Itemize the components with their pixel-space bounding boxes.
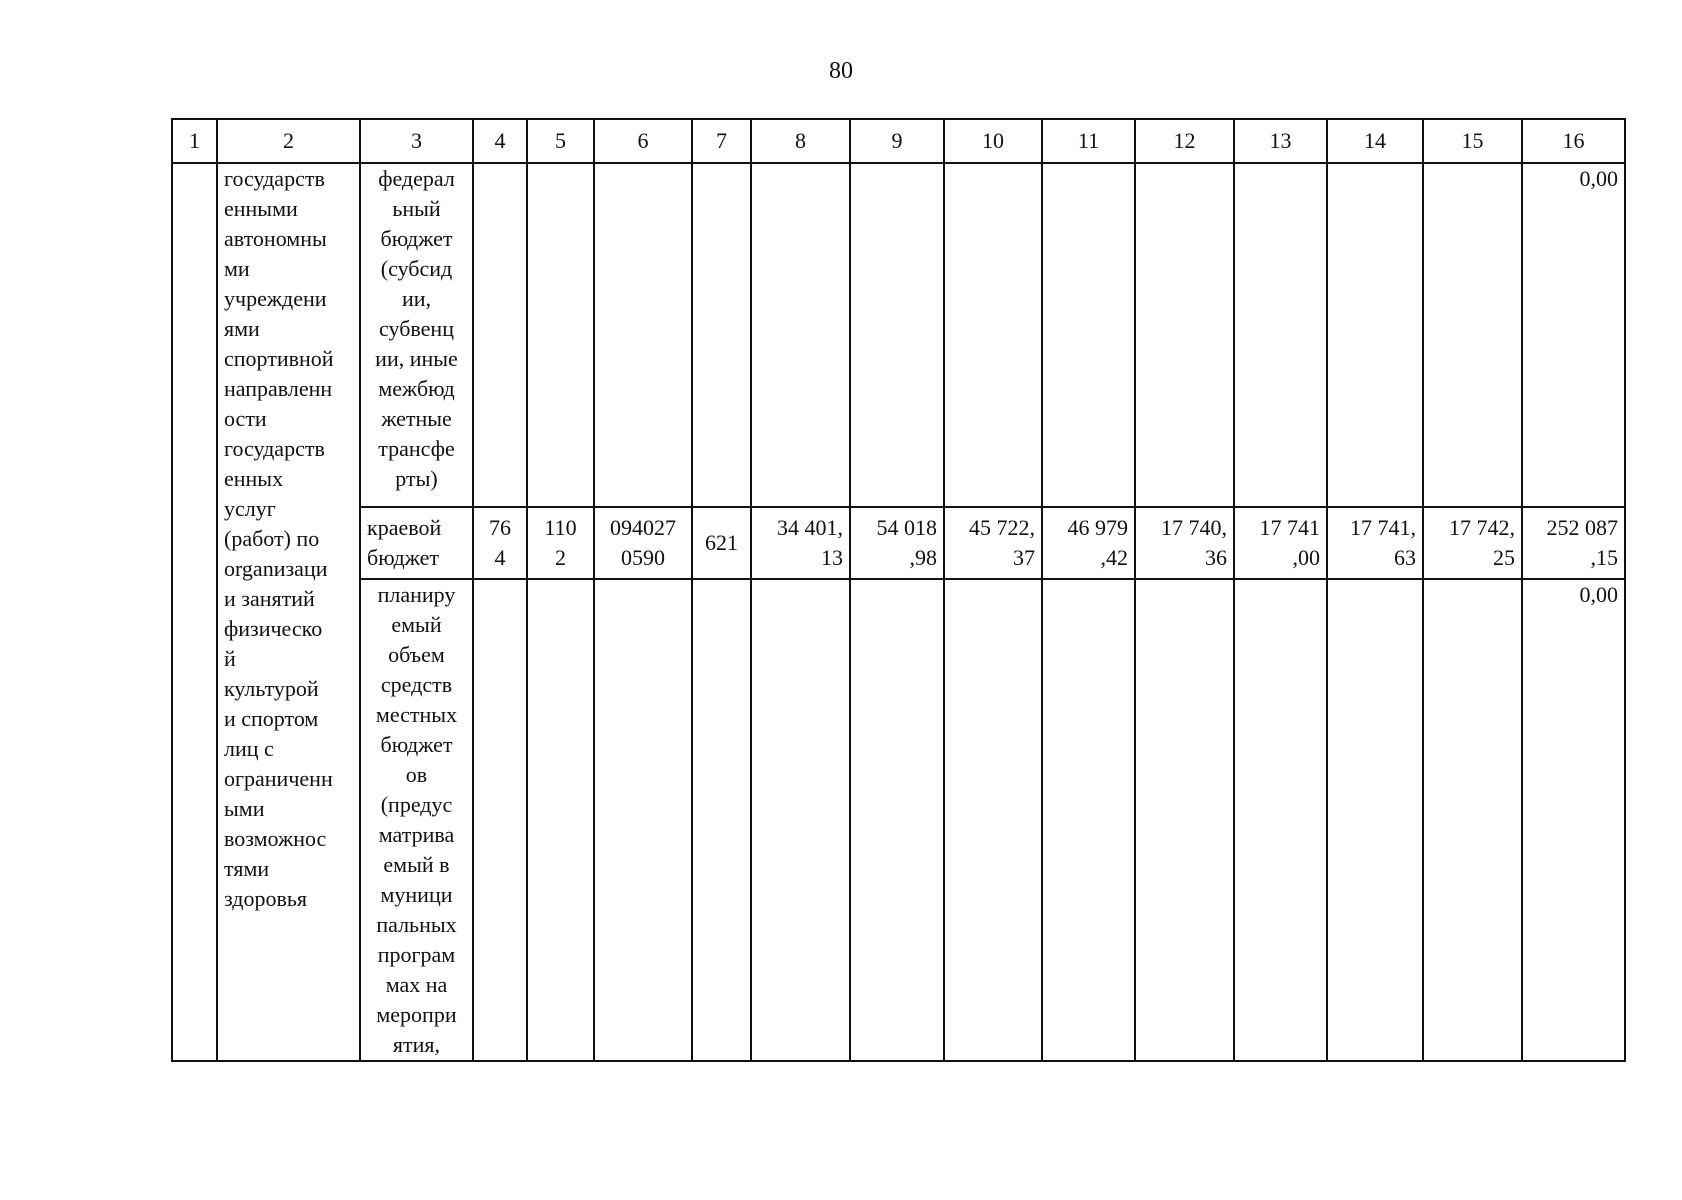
value-cell — [850, 163, 944, 507]
value-cell: 45 722, 37 — [944, 507, 1042, 579]
value-cell — [473, 163, 527, 507]
value-cell — [751, 163, 850, 507]
value-cell — [527, 579, 594, 1061]
value-cell — [1327, 163, 1423, 507]
header-cell: 2 — [217, 119, 360, 163]
header-cell: 11 — [1042, 119, 1135, 163]
value-cell — [1423, 579, 1522, 1061]
value-cell — [1234, 579, 1327, 1061]
header-cell: 3 — [360, 119, 473, 163]
table-row-local — [172, 579, 1625, 1061]
value-cell — [944, 163, 1042, 507]
header-cell: 4 — [473, 119, 527, 163]
funding-source: планиру емый объем средств местных бюджет ов (предус матрива емый в муници пальных програм мах на меропри ятия, — [360, 579, 473, 1061]
header-cell: 10 — [944, 119, 1042, 163]
value-cell — [473, 579, 527, 1061]
value-cell — [594, 163, 692, 507]
header-cell: 15 — [1423, 119, 1522, 163]
header-cell: 12 — [1135, 119, 1234, 163]
value-cell — [1423, 163, 1522, 507]
activity-description: государств енными автономны ми учреждени ями спортивной направленн ости государств енных услуг (работ) по organизаци и занятий физическо й культурой и спортом лиц с ограниченн ыми возможнос тями здоровья — [217, 163, 360, 1061]
value-cell — [1135, 579, 1234, 1061]
value-cell — [692, 163, 751, 507]
total-cell: 0,00 — [1522, 163, 1625, 507]
header-cell: 9 — [850, 119, 944, 163]
header-cell: 5 — [527, 119, 594, 163]
value-cell — [1135, 163, 1234, 507]
value-cell: 17 741, 63 — [1327, 507, 1423, 579]
value-cell — [751, 579, 850, 1061]
value-cell: 17 740, 36 — [1135, 507, 1234, 579]
page-number: 80 — [829, 58, 853, 84]
value-cell: 34 401, 13 — [751, 507, 850, 579]
row-number-cell — [172, 163, 217, 1061]
value-cell: 46 979 ,42 — [1042, 507, 1135, 579]
value-cell — [1327, 579, 1423, 1061]
value-cell — [850, 579, 944, 1061]
value-cell — [594, 579, 692, 1061]
value-cell — [944, 579, 1042, 1061]
kvsr-code: 76 4 — [473, 507, 527, 579]
header-cell: 14 — [1327, 119, 1423, 163]
table-row-federal — [172, 163, 1625, 507]
header-cell: 1 — [172, 119, 217, 163]
header-row — [172, 119, 1625, 163]
value-cell: 17 741 ,00 — [1234, 507, 1327, 579]
value-cell — [1042, 579, 1135, 1061]
header-cell: 8 — [751, 119, 850, 163]
value-cell — [1042, 163, 1135, 507]
value-cell — [1234, 163, 1327, 507]
value-cell — [692, 579, 751, 1061]
value-cell — [527, 163, 594, 507]
header-cell: 6 — [594, 119, 692, 163]
rzpr-code: 110 2 — [527, 507, 594, 579]
total-cell: 0,00 — [1522, 579, 1625, 1061]
csr-code: 094027 0590 — [594, 507, 692, 579]
total-cell: 252 087 ,15 — [1522, 507, 1625, 579]
header-cell: 16 — [1522, 119, 1625, 163]
header-cell: 7 — [692, 119, 751, 163]
budget-table — [171, 118, 1626, 1062]
value-cell: 17 742, 25 — [1423, 507, 1522, 579]
funding-source: федерал ьный бюджет (субсид ии, субвенц ии, иные межбюд жетные трансфе рты) — [360, 163, 473, 507]
table-row-regional — [172, 507, 1625, 579]
header-cell: 13 — [1234, 119, 1327, 163]
value-cell: 54 018 ,98 — [850, 507, 944, 579]
vr-code: 621 — [692, 507, 751, 579]
funding-source: краевой бюджет — [360, 507, 473, 579]
